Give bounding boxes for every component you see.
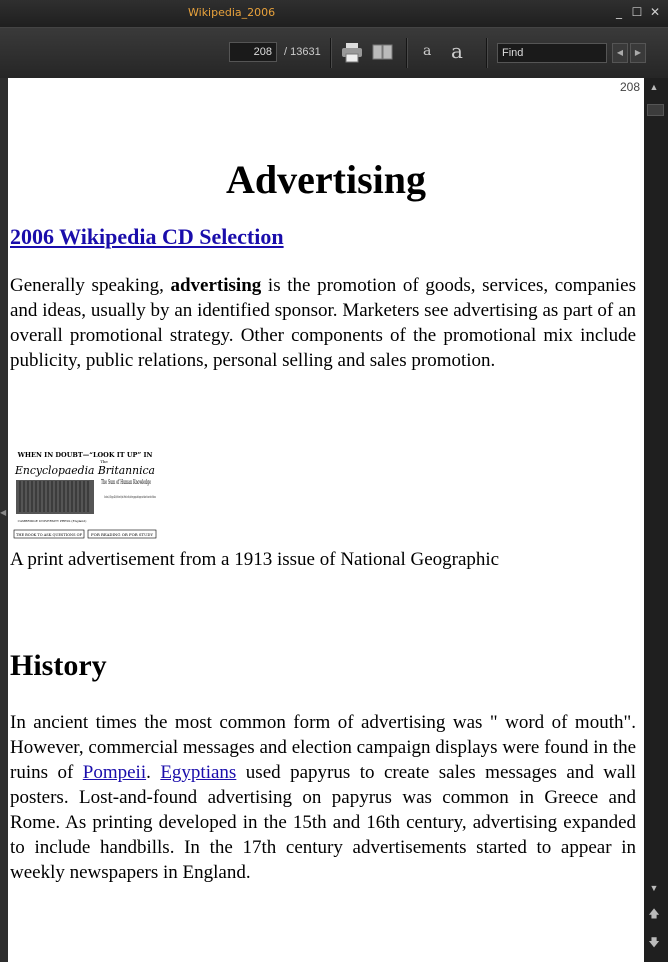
ad-top-line: WHEN IN DOUBT—“LOOK IT UP” IN [17, 451, 153, 459]
history-text: used papyrus to create sales messages and wall posters. Lost-and-found advertising on papyrus was common in Greece and Rome. As printing developed in the 15th and 16th century, advertising expanded to include handbills. In the 17th century advertisements started to appear in weekly newspapers in England. [10, 762, 637, 883]
title-bar [0, 0, 668, 27]
decrease-font-button[interactable] [416, 39, 440, 65]
page-total: / 13631 [284, 46, 321, 58]
ad-bottom-right: FOR READING OR FOR STUDY [91, 533, 154, 537]
increase-font-button[interactable] [446, 39, 470, 65]
article-title: Advertising [226, 157, 426, 202]
collapse-arrow-icon[interactable]: ◀ [0, 508, 7, 517]
find-previous-button[interactable] [612, 43, 628, 63]
print-button[interactable] [340, 39, 364, 65]
separator [406, 38, 408, 68]
maximize-icon[interactable]: ☐ [631, 5, 643, 19]
close-icon[interactable]: ✕ [649, 5, 661, 19]
book-icon [371, 39, 395, 65]
window-title: Wikipedia_2006 [188, 6, 276, 19]
egyptians-link[interactable]: Egyptians [160, 762, 237, 783]
separator [486, 38, 488, 68]
page-number-label: 208 [619, 80, 640, 94]
arrow-right-icon: ▶ [634, 48, 642, 57]
font-small-icon: a [423, 43, 432, 59]
vertical-scrollbar[interactable] [644, 78, 668, 962]
image-caption: A print advertisement from a 1913 issue of National Geographic [10, 549, 500, 570]
toolbar [0, 27, 668, 79]
ad-the: The [100, 459, 108, 464]
scroll-down-icon[interactable]: ▼ [649, 883, 659, 893]
britannica-ad-graphic [12, 450, 158, 542]
intro-text: Generally speaking, [10, 275, 171, 296]
scroll-up-icon[interactable]: ▲ [649, 82, 659, 92]
history-paragraph [10, 710, 636, 885]
intro-paragraph [10, 273, 636, 373]
ad-bottom-left: THE BOOK TO ASK QUESTIONS OF [16, 533, 83, 537]
left-panel-strip[interactable] [0, 78, 8, 962]
pompeii-link[interactable]: Pompeii [82, 762, 147, 783]
arrow-left-icon: ◀ [616, 48, 624, 57]
book-view-button[interactable] [371, 39, 395, 65]
advertisement-image [12, 450, 158, 542]
history-text: In ancient times the most common form of advertising was " word of mouth". However, commercial messages and election campaign displays were found in the ruins of [10, 712, 636, 783]
intro-text-rest: is the promotion of goods, services, companies and ideas, usually by an identified sponsor. Marketers see advertising as part of an overall promotional strategy. Other components of the promotional mix include publicity, public relations, personal selling and sales promotion. [10, 275, 636, 371]
page-number-input[interactable]: 208 [229, 42, 277, 62]
minimize-icon[interactable]: _ [616, 5, 622, 19]
ad-brand: Encyclopaedia Britannica [14, 464, 155, 477]
next-page-icon[interactable]: 🡇 [648, 937, 660, 949]
printer-icon [340, 39, 364, 65]
intro-bold-term: advertising [170, 275, 262, 296]
ad-body: 29 volumes, 28,150 pages, 44,000,000 words of text. Printed on thin, but strong opaque India paper, each volume but one inch in thickness. [103, 495, 156, 499]
find-next-button[interactable] [630, 43, 646, 63]
ad-tagline: The Sum of Human Knowledge [101, 479, 152, 486]
document-page [8, 78, 644, 962]
ad-publisher: CAMBRIDGE UNIVERSITY PRESS (England) [17, 519, 87, 523]
scrollbar-thumb[interactable] [647, 104, 664, 116]
history-heading: History [10, 649, 107, 682]
font-large-icon: a [451, 39, 463, 63]
previous-page-icon[interactable]: 🡅 [648, 908, 660, 920]
selection-link[interactable]: 2006 Wikipedia CD Selection [10, 224, 284, 249]
history-text: . [146, 762, 161, 783]
separator [330, 38, 332, 68]
find-input[interactable]: Find [497, 43, 607, 63]
